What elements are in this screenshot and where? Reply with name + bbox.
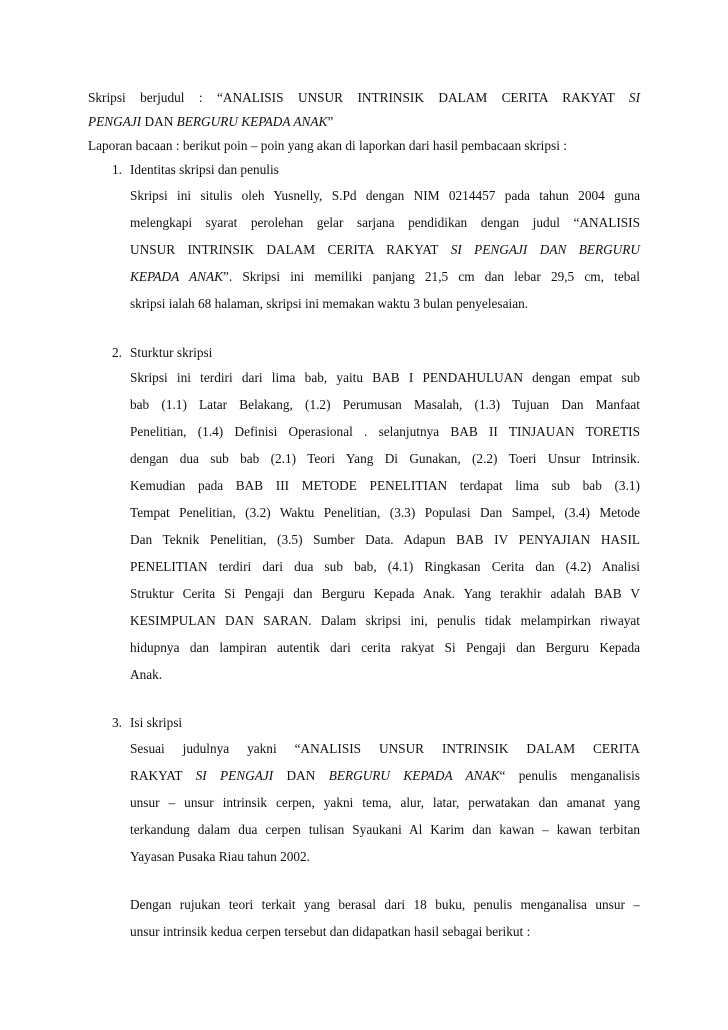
section-2-line: PENELITIAN terdiri dari dua sub bab, (4.1) Ringkasan Cerita dan (4.2) Analisi <box>130 559 640 574</box>
section-1-line-5: skripsi ialah 68 halaman, skripsi ini memakan waktu 3 bulan penyelesaian. <box>130 296 529 311</box>
section-1-line-1: Skripsi ini situlis oleh Yusnelly, S.Pd dengan NIM 0214457 pada tahun 2004 guna <box>130 188 640 203</box>
title-and: DAN <box>141 114 177 129</box>
section-2-line: Struktur Cerita Si Pengaji dan Berguru Kepada Anak. Yang terakhir adalah BAB V <box>130 586 640 601</box>
section-2-line: Tempat Penelitian, (3.2) Waktu Penelitian, (3.3) Populasi Dan Sampel, (3.4) Metode <box>130 505 640 520</box>
section-2-heading: Sturktur skripsi <box>130 345 213 360</box>
section-3-heading: Isi skripsi <box>130 715 183 730</box>
section-3-line-6: Dengan rujukan teori terkait yang berasal dari 18 buku, penulis menganalisa unsur – <box>130 897 640 912</box>
section-3-line-3: unsur – unsur intrinsik cerpen, yakni tema, alur, latar, perwatakan dan amanat yang <box>130 795 640 810</box>
section-3-line-7: unsur intrinsik kedua cerpen tersebut dan didapatkan hasil sebagai berikut : <box>130 924 531 939</box>
section-2-line: dengan dua sub bab (2.1) Teori Yang Di Gunakan, (2.2) Toeri Unsur Intrinsik. <box>130 451 640 466</box>
title-italic-berguru: BERGURU KEPADA ANAK <box>176 114 328 129</box>
section-1-line-3-italic: SI PENGAJI DAN BERGURU <box>450 242 640 257</box>
section-1-line-3 <box>130 241 640 259</box>
section-3-line-2-italic-2: BERGURU KEPADA ANAK <box>328 768 500 783</box>
section-3-line-5: Yayasan Pusaka Riau tahun 2002. <box>130 849 310 864</box>
section-1-heading: Identitas skripsi dan penulis <box>130 162 279 177</box>
title-line-1 <box>88 89 640 107</box>
title-text: Skripsi berjudul : “ANALISIS UNSUR INTRINSIK DALAM CERITA RAKYAT <box>88 90 629 105</box>
section-3-line-4: terkandung dalam dua cerpen tulisan Syaukani Al Karim dan kawan – kawan terbitan <box>130 822 640 837</box>
section-1-line-2: melengkapi syarat perolehan gelar sarjana pendidikan dengan judul “ANALISIS <box>130 215 640 230</box>
section-2-line: Penelitian, (1.4) Definisi Operasional . selanjutnya BAB II TINJAUAN TORETIS <box>130 424 640 439</box>
section-3-number: 3. <box>112 715 122 730</box>
title-italic-pengaji: PENGAJI <box>88 114 142 129</box>
section-3-line-1: Sesuai judulnya yakni “ANALISIS UNSUR INTRINSIK DALAM CERITA <box>130 741 640 756</box>
title-close-quote: ” <box>327 114 334 129</box>
intro-text: Laporan bacaan : berikut poin – poin yang akan di laporkan dari hasil pembacaan skripsi : <box>88 138 567 153</box>
section-1-line-4-italic: KEPADA ANAK <box>130 269 223 284</box>
section-3-line-2-tail: “ penulis menganalisis <box>499 768 640 783</box>
section-2-line: Kemudian pada BAB III METODE PENELITIAN terdapat lima sub bab (3.1) <box>130 478 640 493</box>
section-2-line: Anak. <box>130 667 163 682</box>
section-3-line-2 <box>130 767 640 785</box>
section-3-line-2-and: DAN <box>273 768 329 783</box>
title-line-2 <box>88 113 333 131</box>
section-2-line: KESIMPULAN DAN SARAN. Dalam skripsi ini, penulis tidak melampirkan riwayat <box>130 613 640 628</box>
section-2-line: Skripsi ini terdiri dari lima bab, yaitu BAB I PENDAHULUAN dengan empat sub <box>130 370 640 385</box>
section-2-line: Dan Teknik Penelitian, (3.5) Sumber Data. Adapun BAB IV PENYAJIAN HASIL <box>130 532 640 547</box>
title-italic-si: SI <box>628 90 640 105</box>
section-1-number: 1. <box>112 162 122 177</box>
section-1-line-4-text: ”. Skripsi ini memiliki panjang 21,5 cm dan lebar 29,5 cm, tebal <box>222 269 640 284</box>
section-3-line-2-text: RAKYAT <box>130 768 196 783</box>
section-1-line-3-text: UNSUR INTRINSIK DALAM CERITA RAKYAT <box>130 242 451 257</box>
section-2-number: 2. <box>112 345 122 360</box>
section-2-line: hidupnya dan lampiran autentik dari cerita rakyat Si Pengaji dan Berguru Kepada <box>130 640 640 655</box>
section-1-line-4 <box>130 268 640 286</box>
section-3-line-2-italic: SI PENGAJI <box>195 768 274 783</box>
section-2-line: bab (1.1) Latar Belakang, (1.2) Perumusan Masalah, (1.3) Tujuan Dan Manfaat <box>130 397 640 412</box>
